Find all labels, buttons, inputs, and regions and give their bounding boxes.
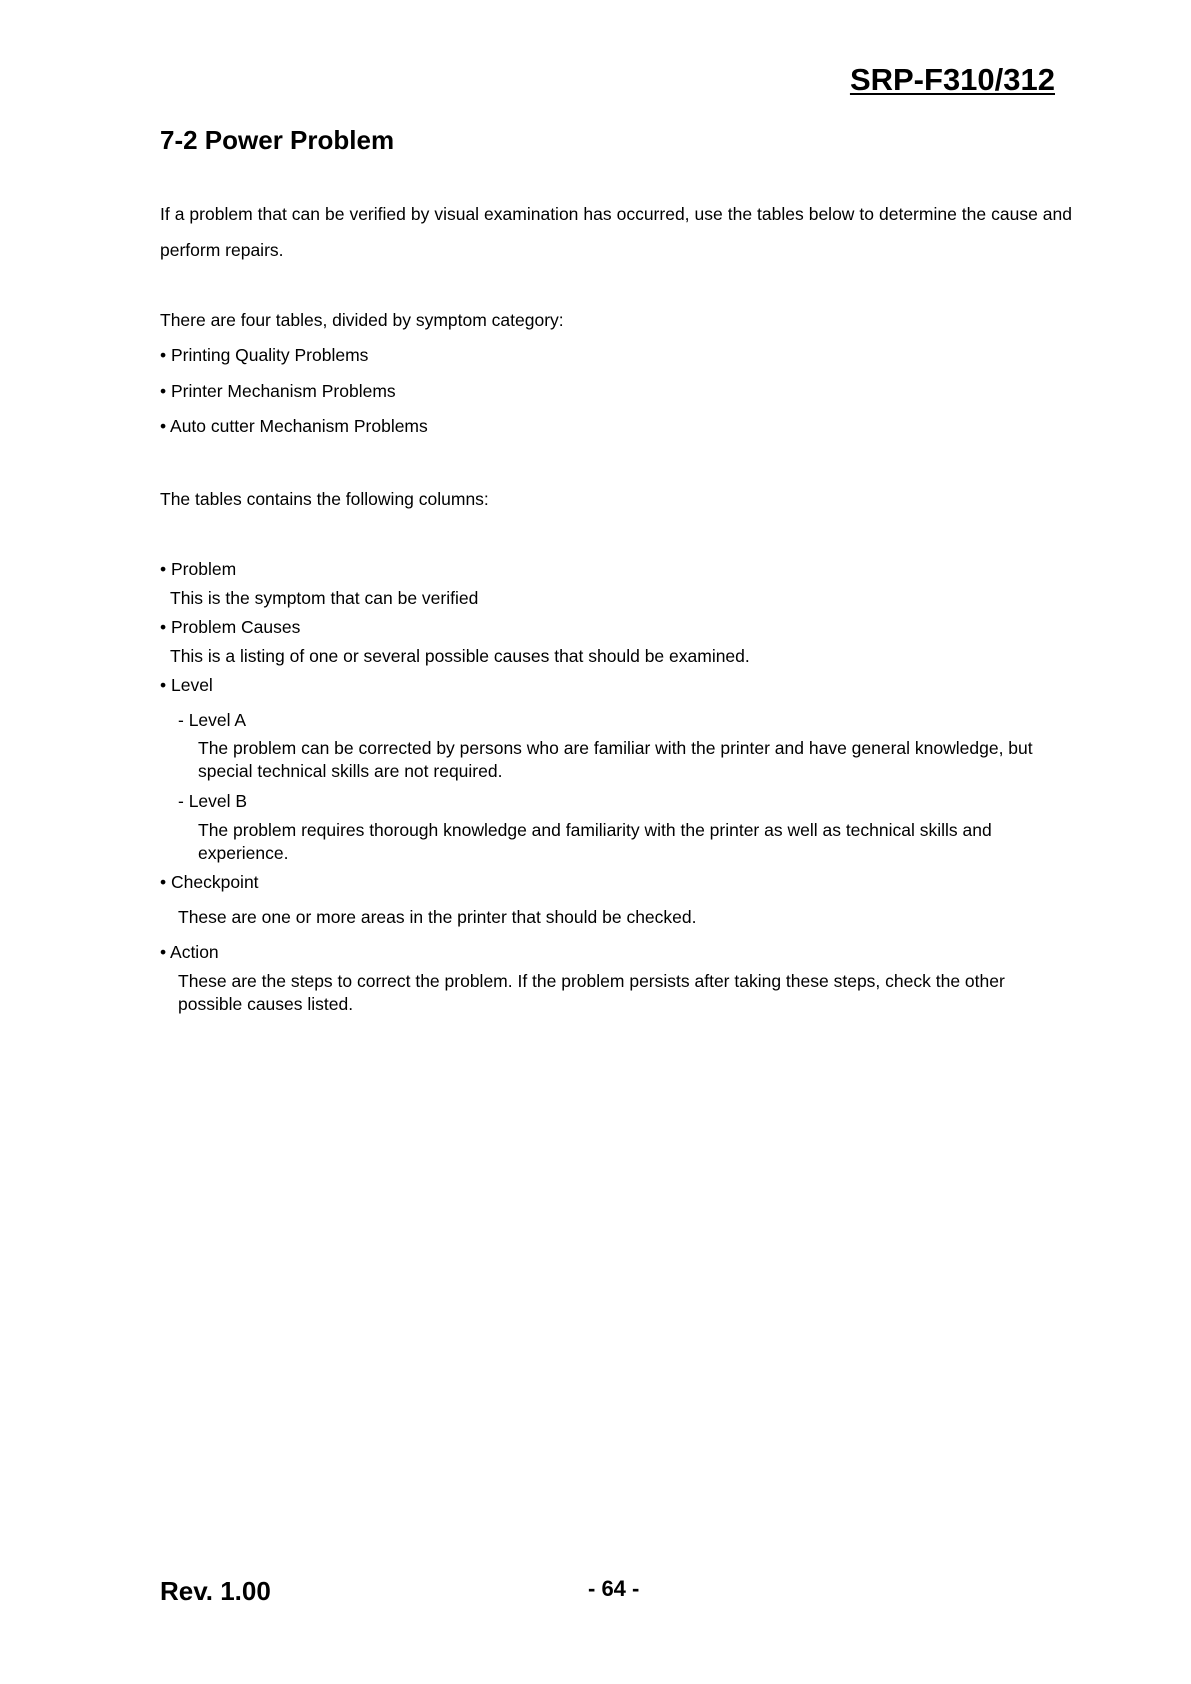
columns-lead: The tables contains the following columns: xyxy=(160,489,489,509)
column-action-desc: These are the steps to correct the problem. If the problem persists after taking these steps, check the other possible causes listed. xyxy=(178,971,1005,1014)
column-checkpoint-label: • Checkpoint xyxy=(160,872,259,892)
document-title: SRP-F310/312 xyxy=(849,62,1055,97)
categories-lead: There are four tables, divided by symptom category: xyxy=(160,310,564,330)
footer-revision: Rev. 1.00 xyxy=(160,1576,271,1606)
section-heading: 7-2 Power Problem xyxy=(160,125,395,155)
category-list xyxy=(160,344,428,451)
column-problem-desc: This is the symptom that can be verified xyxy=(170,588,479,608)
column-problem-label: • Problem xyxy=(160,559,237,579)
column-action-label: • Action xyxy=(160,942,219,962)
list-item: • Printing Quality Problems xyxy=(160,345,369,365)
level-b-desc: The problem requires thorough knowledge and familiarity with the printer as well as technical skills and experience. xyxy=(198,820,992,863)
level-a-label: - Level A xyxy=(178,710,247,730)
column-causes-desc: This is a listing of one or several possible causes that should be examined. xyxy=(170,646,750,666)
level-a-desc: The problem can be corrected by persons who are familiar with the printer and have general knowledge, but special technical skills are not required. xyxy=(198,738,1033,781)
list-item: • Auto cutter Mechanism Problems xyxy=(160,416,428,436)
footer-page-number: - 64 - xyxy=(588,1576,640,1601)
column-causes-label: • Problem Causes xyxy=(160,617,301,637)
column-level-label: • Level xyxy=(160,675,213,695)
intro-paragraph: If a problem that can be verified by visual examination has occurred, use the tables below to determine the cause and perform repairs. xyxy=(160,204,1072,260)
list-item: • Printer Mechanism Problems xyxy=(160,380,396,401)
column-checkpoint-desc: These are one or more areas in the printer that should be checked. xyxy=(178,907,697,927)
level-b-label: - Level B xyxy=(178,791,248,811)
